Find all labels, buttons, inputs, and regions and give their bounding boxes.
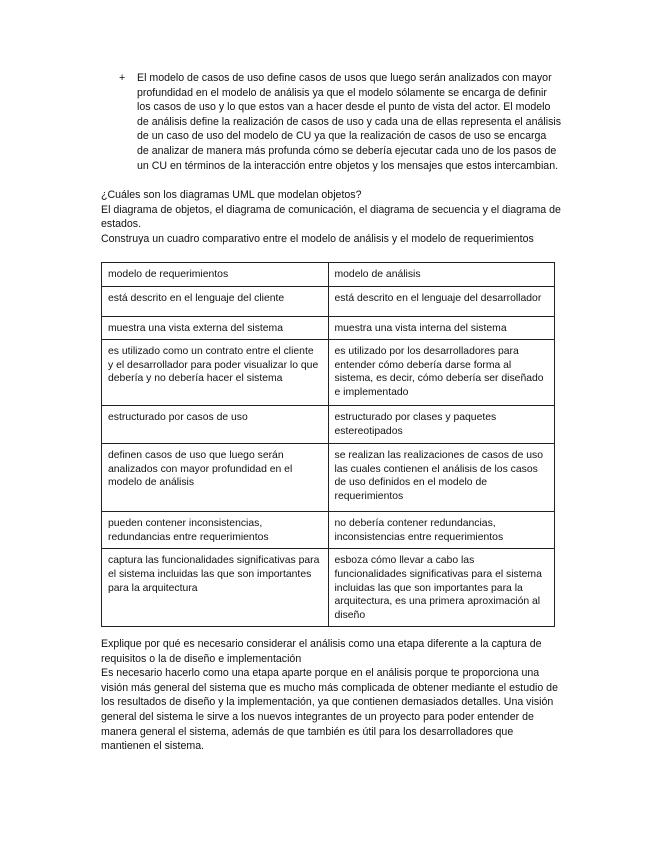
table-cell: se realizan las realizaciones de casos de uso las cuales contienen el análisis de los casos de uso definidos en el modelo de requerimientos <box>328 444 555 512</box>
table-cell: no debería contener redundancias, inconsistencias entre requerimientos <box>328 512 555 549</box>
table-cell: captura las funcionalidades significativas para el sistema incluidas las que son importantes para la arquitectura <box>102 549 329 627</box>
table-header-cell: modelo de análisis <box>328 263 555 287</box>
table-cell: está descrito en el lenguaje del desarrollador <box>328 286 555 316</box>
table-cell: muestra una vista interna del sistema <box>328 316 555 340</box>
table-row <box>102 406 555 444</box>
bullet-text: El modelo de casos de uso define casos de usos que luego serán analizados con mayor profundidad en el modelo de análisis ya que el modelo sólamente se encarga de definir los casos de uso y lo que estos van a hacer desde el punto de vista del actor. El modelo de análisis define la realización de casos de uso y cada una de ellas representa el análisis de un caso de uso del modelo de CU ya que la realización de casos de uso se encarga de analizar de manera más profunda cómo se debería ejecutar cada uno de los pasos de un CU en términos de la interacción entre objetos y los mensajes que estos intercambian. <box>137 72 562 172</box>
table-header-cell: modelo de requerimientos <box>102 263 329 287</box>
table-row <box>102 512 555 549</box>
table-cell: estructurado por casos de uso <box>102 406 329 444</box>
table-cell: es utilizado por los desarrolladores para entender cómo debería darse forma al sistema, es decir, cómo debería ser diseñado e implementado <box>328 340 555 406</box>
answer-uml-diagrams: El diagrama de objetos, el diagrama de comunicación, el diagrama de secuencia y el diagrama de estados. <box>101 203 561 231</box>
table-row <box>102 316 555 340</box>
comparison-instruction: Construya un cuadro comparativo entre el modelo de análisis y el modelo de requerimientos <box>101 232 534 245</box>
table-header-row <box>102 263 555 287</box>
table-cell: es utilizado como un contrato entre el cliente y el desarrollador para poder visualizar lo que debería y no debería hacer el sistema <box>102 340 329 406</box>
table-cell: esboza cómo llevar a cabo las funcionalidades significativas para el sistema incluidas las que son importantes para la arquitectura, es una primera aproximación al diseño <box>328 549 555 627</box>
table-cell: definen casos de uso que luego serán analizados con mayor profundidad en el modelo de análisis <box>102 444 329 512</box>
table-cell: muestra una vista externa del sistema <box>102 316 329 340</box>
uml-question-block <box>101 188 561 246</box>
question-analysis-stage: Explique por qué es necesario considerar el análisis como una etapa diferente a la captura de requisitos o la de diseño e implementación <box>101 638 542 665</box>
comparison-table <box>101 262 555 627</box>
table-row <box>102 340 555 406</box>
question-uml-diagrams: ¿Cuáles son los diagramas UML que modelan objetos? <box>101 189 362 201</box>
table-row <box>102 286 555 316</box>
table-cell: está descrito en el lenguaje del cliente <box>102 286 329 316</box>
table-cell: pueden contener inconsistencias, redundancias entre requerimientos <box>102 512 329 549</box>
analysis-question-block <box>101 637 559 754</box>
table-cell: estructurado por clases y paquetes estereotipados <box>328 406 555 444</box>
bullet-marker: + <box>119 72 126 84</box>
table-row <box>102 549 555 627</box>
bullet-item <box>121 71 561 173</box>
table-row <box>102 444 555 512</box>
answer-analysis-stage: Es necesario hacerlo como una etapa aparte porque en el análisis porque te proporciona una visión más general del sistema que es mucho más complicada de obtener mediante el estudio de los resultados de diseño y la implementación, ya que contienen demasiados detalles. Una visión general del sistema le sirve a los nuevos integrantes de un proyecto para poder entender de manera general el sistema, además de que también es útil para los desarrolladores que mantienen el sistema. <box>101 667 558 753</box>
